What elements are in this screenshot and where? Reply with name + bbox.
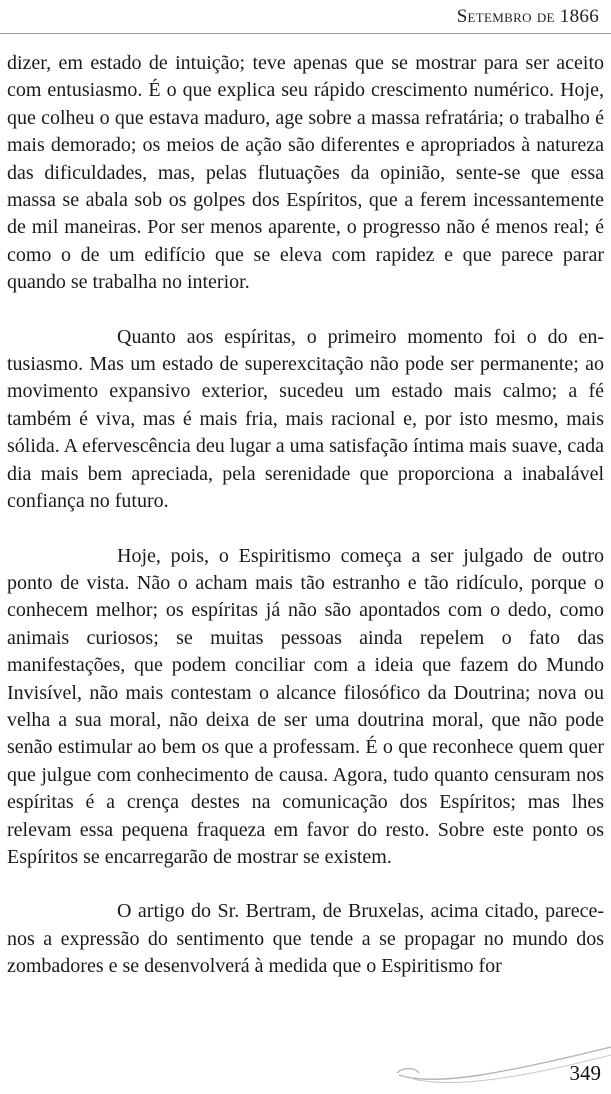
paragraph-1: dizer, em estado de intuição; teve apenas que se mostrar para ser aceito com entusiasmo. É o que explica seu rápido crescimento numérico. Hoje, que colheu o que estava maduro, age sobre a massa refratária; o trabalho é mais demorado; os meios de ação são diferentes e apropriados à natureza das dificuldades, mas, pelas flutuações da opinião, sente-se que essa massa se abala sob os golpes dos Espíritos, que a ferem incessantemente de mil maneiras. Por ser menos aparente, o progresso não é menos real; é como o de um edifício que se eleva com rapidez e que parece parar quando se trabalha no interior. (7, 52, 604, 294)
paragraph-2: Quanto aos espíritas, o primeiro momento foi o do entusiasmo. Mas um estado de superexcitação não pode ser permanente; ao movimento expansivo exterior, sucedeu um estado mais calmo; a fé também é viva, mas é mais fria, mais racional e, por isto mesmo, mais sólida. A efervescência deu lugar a uma satisfação íntima mais suave, cada dia mais bem apreciada, pela serenidade que proporciona a inabalável confiança no futuro. (7, 325, 604, 513)
running-header: Setembro de 1866 (456, 6, 599, 27)
body-text (7, 50, 604, 1008)
paragraph-4: O artigo do Sr. Bertram, de Bruxelas, acima citado, parece-nos a expressão do sentimento que tende a se propagar no mundo dos zombadores e se desenvolverá à medida que o Espiritismo for (7, 900, 604, 978)
header-rule (0, 33, 611, 34)
paragraph-3: Hoje, pois, o Espiritismo começa a ser julgado de outro ponto de vista. Não o acham mais tão estranho e tão ridículo, porque o conhecem melhor; os espíritas já não são apontados com o dedo, como animais curiosos; se muitas pessoas ainda repelem o fato das manifestações, que podem conciliar com a ideia que fazem do Mundo Invisível, não mais contestam o alcance filosófico da Doutrina; nova ou velha a sua moral, não deixa de ser uma doutrina moral, que não pode senão estimular ao bem os que a professam. É o que reconhece quem quer que julgue com conhecimento de causa. Agora, tudo quanto censuram nos espíritas é a crença destes na comunicação dos Espíritos; mas lhes relevam essa pequena fraqueza em favor do resto. Sobre este ponto os Espíritos se encarregarão de mostrar se existem. (7, 544, 604, 868)
page-number: 349 (569, 1061, 601, 1085)
